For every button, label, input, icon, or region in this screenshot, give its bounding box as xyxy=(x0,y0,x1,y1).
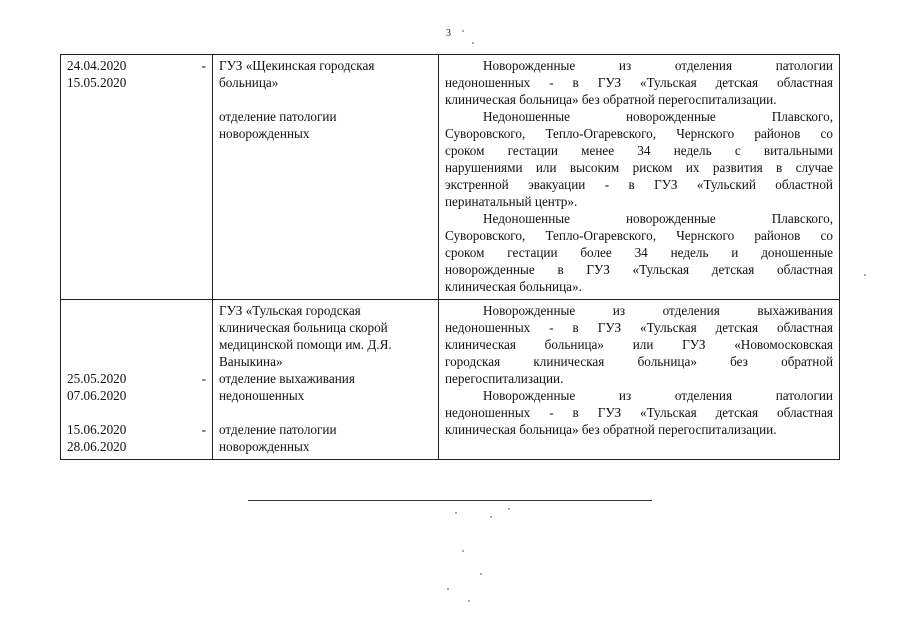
scan-speck xyxy=(490,516,492,518)
institution-line: медицинской помощи им. Д.Я. xyxy=(219,337,392,352)
text-line: клиническая больница». xyxy=(445,279,582,294)
routing-paragraph xyxy=(445,302,833,387)
institution-line: клиническая больница скорой xyxy=(219,320,388,335)
text-line: городская клиническая больница» без обратной xyxy=(445,354,833,369)
text-line: перегоспитализации. xyxy=(445,371,564,386)
range-dash: - xyxy=(201,371,206,386)
date: 24.04.2020 xyxy=(67,58,127,73)
unit-line: отделение патологии xyxy=(219,109,337,124)
text-line: клиническая больница» или ГУЗ «Новомосковская xyxy=(445,337,833,352)
text-line: Суворовского, Тепло-Огаревского, Чернского районов со xyxy=(445,228,833,243)
scan-speck xyxy=(455,512,457,514)
text-line: Новорожденные из отделения патологии xyxy=(483,58,833,73)
period-cell xyxy=(61,55,213,300)
unit-line: отделение патологии xyxy=(219,422,337,437)
text-line: Новорожденные из отделения патологии xyxy=(483,388,833,403)
date: 25.05.2020 xyxy=(67,371,127,386)
date: 15.05.2020 xyxy=(67,75,127,90)
unit-line: недоношенных xyxy=(219,388,305,403)
institution-line: Ваныкина» xyxy=(219,354,283,369)
scan-speck xyxy=(864,274,866,276)
text-line: экстренной эвакуации - в ГУЗ «Тульский областной xyxy=(445,177,833,192)
routing-cell xyxy=(439,300,840,460)
text-line: недоношенных - в ГУЗ «Тульская детская областная xyxy=(445,320,833,335)
scan-speck xyxy=(508,508,510,510)
text-line: перинатальный центр». xyxy=(445,194,578,209)
text-line: сроком гестации менее 34 недель с витальными xyxy=(445,143,833,158)
date-line xyxy=(67,387,206,404)
text-line: Недоношенные новорожденные Плавского, xyxy=(483,211,833,226)
unit-line: отделение выхаживания xyxy=(219,371,355,386)
institution-cell xyxy=(213,55,439,300)
range-dash: - xyxy=(201,58,206,73)
text-line: клиническая больница» без обратной перегоспитализации. xyxy=(445,422,777,437)
institution-line: ГУЗ «Тульская городская xyxy=(219,303,361,318)
text-line: недоношенных - в ГУЗ «Тульская детская областная xyxy=(445,75,833,90)
routing-paragraph xyxy=(445,387,833,438)
end-rule xyxy=(248,500,652,501)
scan-speck xyxy=(462,30,464,32)
text-line: Недоношенные новорожденные Плавского, xyxy=(483,109,833,124)
institution-line: ГУЗ «Щекинская городская xyxy=(219,58,375,73)
date: 28.06.2020 xyxy=(67,439,127,454)
routing-table xyxy=(60,54,840,460)
date: 15.06.2020 xyxy=(67,422,127,437)
table-row xyxy=(61,55,840,300)
text-line: Новорожденные из отделения выхаживания xyxy=(483,303,833,318)
date-line xyxy=(67,370,206,387)
scan-speck xyxy=(472,42,474,44)
text-line: сроком гестации более 34 недель и доношенные xyxy=(445,245,833,260)
routing-paragraph xyxy=(445,57,833,108)
routing-paragraph xyxy=(445,108,833,210)
text-line: клиническая больница» без обратной перегоспитализации. xyxy=(445,92,777,107)
scan-speck xyxy=(462,550,464,552)
text-line: Суворовского, Тепло-Огаревского, Чернского районов со xyxy=(445,126,833,141)
scan-speck xyxy=(480,573,482,575)
page-number: 3 xyxy=(446,28,451,39)
table-row xyxy=(61,300,840,460)
text-line: недоношенных - в ГУЗ «Тульская детская областная xyxy=(445,405,833,420)
date-line xyxy=(67,57,206,74)
routing-paragraph xyxy=(445,210,833,295)
text-line: нарушениями или высоким риском их развития в случае xyxy=(445,160,833,175)
date-line xyxy=(67,438,206,455)
range-dash: - xyxy=(201,422,206,437)
institution-line: больница» xyxy=(219,75,279,90)
unit-line: новорожденных xyxy=(219,126,310,141)
institution-cell xyxy=(213,300,439,460)
unit-line: новорожденных xyxy=(219,439,310,454)
date-line xyxy=(67,421,206,438)
date-line xyxy=(67,74,206,91)
scan-speck xyxy=(447,588,449,590)
period-cell xyxy=(61,300,213,460)
text-line: новорожденные в ГУЗ «Тульская детская областная xyxy=(445,262,833,277)
scan-speck xyxy=(468,600,470,602)
routing-cell xyxy=(439,55,840,300)
date: 07.06.2020 xyxy=(67,388,127,403)
